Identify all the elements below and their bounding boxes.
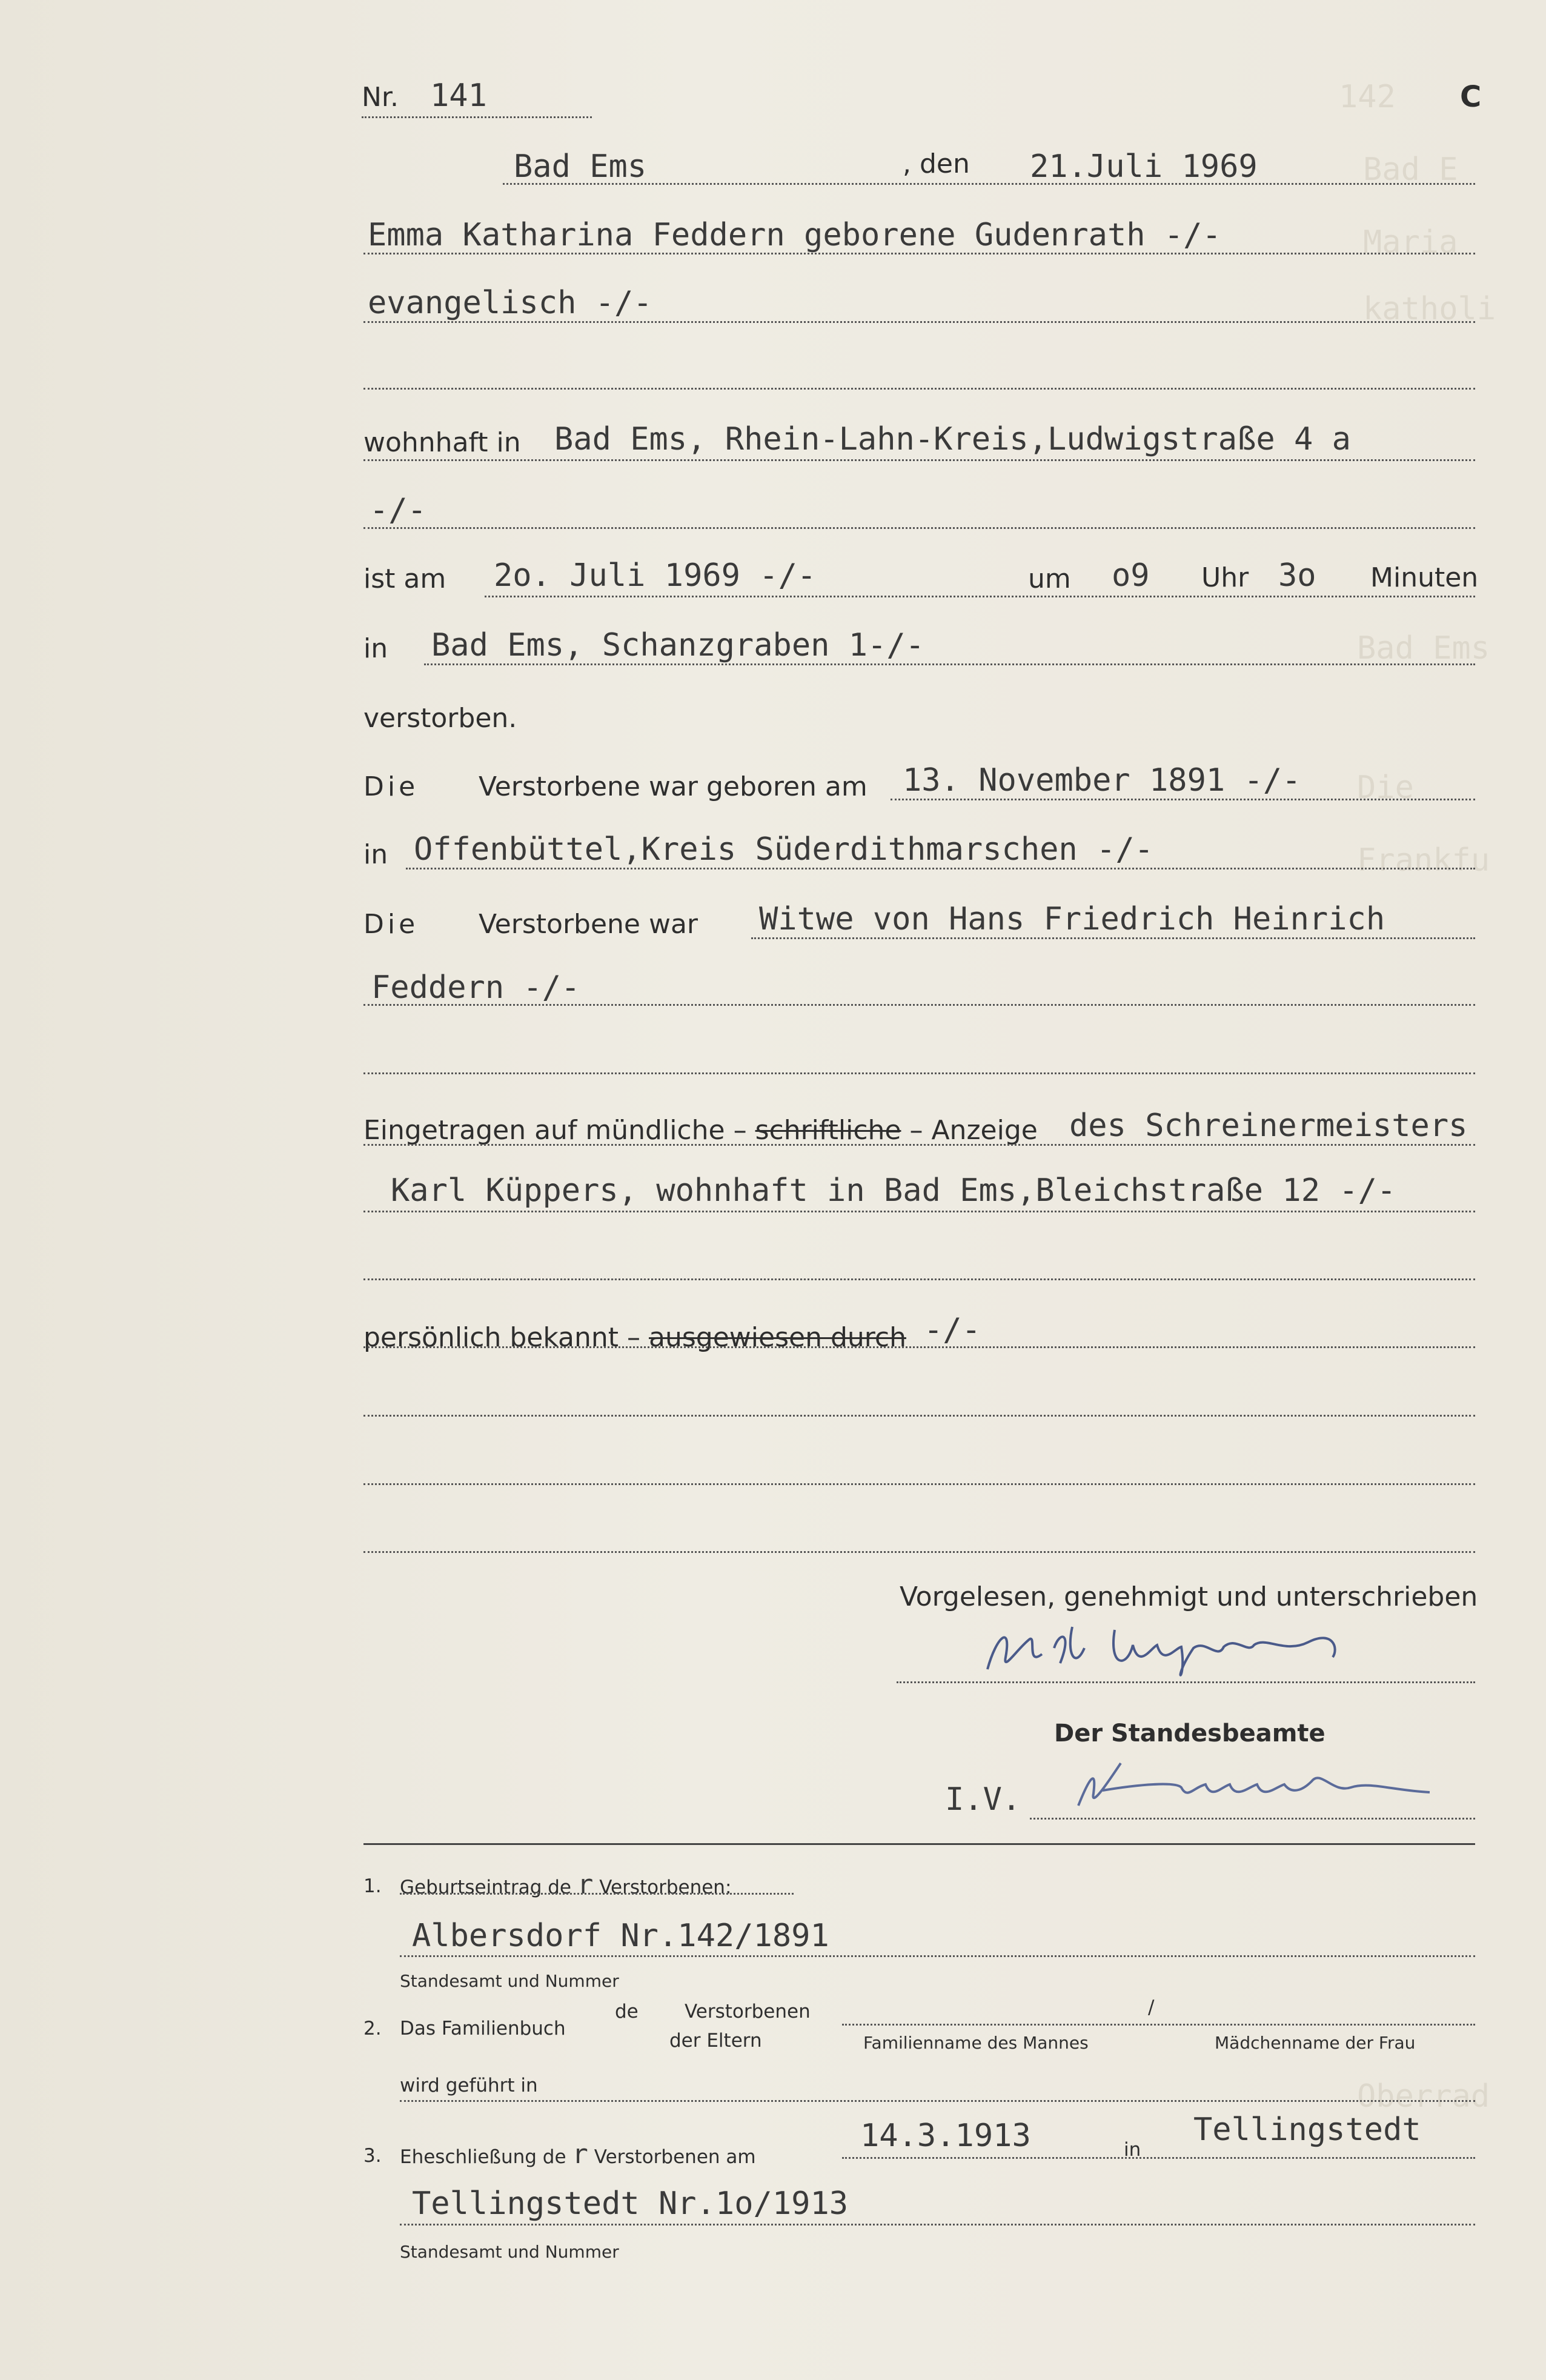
ghost-show-through: Bad Ems: [1357, 630, 1490, 666]
marital-status: Witwe von Hans Friedrich Heinrich: [759, 901, 1385, 937]
rule: [503, 183, 1475, 185]
religion: evangelisch -/-: [368, 285, 652, 321]
birth-entry-value: Albersdorf Nr.142/1891: [412, 1918, 829, 1954]
note2-eltern: der Eltern: [669, 2030, 762, 2052]
note3-in: in: [1124, 2139, 1141, 2161]
rule: [363, 1004, 1475, 1006]
note2-label: Das Familienbuch: [400, 2018, 566, 2039]
rule: [363, 459, 1475, 461]
rule: [363, 1415, 1475, 1417]
rule: [897, 1681, 1475, 1683]
note2-verstorbenen: Verstorbenen: [685, 2001, 811, 2023]
den-label: , den: [903, 148, 970, 179]
rule: [363, 388, 1475, 390]
death-date-label: ist am: [363, 563, 446, 594]
note3-label: [400, 2139, 756, 2170]
note3-label-a: Eheschließung de: [400, 2146, 566, 2168]
um-label: um: [1028, 563, 1071, 594]
ghost-show-through: 142: [1339, 79, 1396, 115]
entry-number: 141: [430, 78, 487, 114]
note1-typed-r: r: [577, 1869, 594, 1900]
rule: [751, 937, 1475, 939]
registry-caption: Standesamt und Nummer: [400, 2242, 619, 2262]
ghost-show-through: Frankfu: [1357, 842, 1490, 879]
rule: [362, 116, 592, 118]
note1-label-a: Geburtseintrag de: [400, 1876, 571, 1898]
note3-label-b: Verstorbenen am: [594, 2146, 756, 2168]
birth-label: Verstorbene war geboren am: [479, 771, 868, 802]
deceased-name: Emma Katharina Feddern geborene Gudenrath -/-: [368, 217, 1221, 253]
rule: [363, 1483, 1475, 1485]
marriage-date: 14.3.1913: [860, 2118, 1031, 2154]
registration-struck-option: schriftliche: [755, 1115, 901, 1146]
registration-label-suffix: – Anzeige: [909, 1115, 1038, 1146]
section-divider: [363, 1843, 1475, 1845]
registry-date: 21.Juli 1969: [1030, 148, 1258, 185]
ghost-show-through: Maria: [1363, 224, 1458, 261]
birth-place-label: in: [363, 839, 388, 870]
identity-struck-option: ausgewiesen durch: [649, 1322, 906, 1353]
registry-place: Bad Ems: [514, 148, 647, 185]
death-place-label: in: [363, 633, 388, 664]
marriage-place: Tellingstedt: [1193, 2112, 1421, 2148]
note1-number: 1.: [363, 1875, 382, 1897]
death-date: 2o. Juli 1969 -/-: [494, 557, 817, 594]
rule: [842, 2157, 1475, 2159]
residence-address: Bad Ems, Rhein-Lahn-Kreis,Ludwigstraße 4 a: [554, 421, 1351, 457]
registrar-signature: [1066, 1757, 1442, 1812]
nr-label: Nr.: [362, 82, 399, 113]
rule: [891, 799, 1475, 800]
status-label: Verstorbene war: [479, 909, 698, 940]
ghost-show-through: Oberrad: [1357, 2078, 1490, 2115]
rule: [363, 1072, 1475, 1074]
informant-signature: [969, 1612, 1369, 1684]
note2-de: de: [615, 2001, 639, 2023]
rule: [363, 1551, 1475, 1553]
registration-label-prefix: Eingetragen auf mündliche –: [363, 1115, 747, 1146]
marital-status-continuation: Feddern -/-: [371, 969, 580, 1006]
rule: [363, 527, 1475, 529]
identity-label-prefix: persönlich bekannt –: [363, 1322, 641, 1353]
residence-label: wohnhaft in: [363, 427, 521, 458]
rule: [400, 2100, 1475, 2102]
rule: [400, 1893, 794, 1895]
rule: [363, 1144, 1475, 1146]
rule: [406, 868, 1475, 869]
note3-typed-r: r: [572, 2139, 588, 2170]
note1-label: [400, 1869, 731, 1900]
death-minutes: 3o: [1278, 557, 1316, 594]
registration-label: [363, 1115, 1038, 1146]
rule: [363, 1278, 1475, 1280]
rule: [363, 253, 1475, 254]
registrar-title: Der Standesbeamte: [1054, 1720, 1325, 1747]
verstorben-label: verstorben.: [363, 703, 517, 734]
birth-date: 13. November 1891 -/-: [903, 762, 1301, 799]
caption-wife-maiden-name: Mädchenname der Frau: [1215, 2033, 1416, 2053]
ghost-show-through: Die: [1357, 770, 1414, 806]
rule: [424, 663, 1475, 665]
iv-label: I.V.: [945, 1781, 1021, 1818]
death-hour: o9: [1112, 557, 1150, 594]
uhr-label: Uhr: [1201, 562, 1249, 593]
rule: [363, 1346, 1475, 1348]
rule: [485, 596, 1475, 597]
die-label: Die: [363, 909, 419, 940]
informant-title: des Schreinermeisters: [1069, 1108, 1468, 1144]
minuten-label: Minuten: [1370, 562, 1479, 593]
rule: [1030, 1818, 1475, 1820]
birth-place: Offenbüttel,Kreis Süderdithmarschen -/-: [414, 831, 1153, 868]
identity-label: [363, 1322, 906, 1353]
rule: [400, 2224, 1475, 2225]
note2-number: 2.: [363, 2018, 382, 2039]
die-label: Die: [363, 771, 419, 802]
note1-label-b: Verstorbenen:: [599, 1876, 732, 1898]
rule: [400, 1955, 1475, 1957]
rule: [363, 1211, 1475, 1212]
informant-details: Karl Küppers, wohnhaft in Bad Ems,Bleichstraße 12 -/-: [391, 1172, 1396, 1209]
residence-continuation: -/-: [370, 492, 426, 528]
marriage-entry-value: Tellingstedt Nr.1o/1913: [412, 2186, 849, 2222]
corner-letter: C: [1460, 80, 1482, 114]
ghost-show-through: katholi: [1363, 291, 1496, 327]
rule: [363, 321, 1475, 323]
registry-caption: Standesamt und Nummer: [400, 1971, 619, 1991]
note2-kept-in-label: wird geführt in: [400, 2075, 538, 2096]
caption-husband-surname: Familienname des Mannes: [863, 2033, 1089, 2053]
rule: [842, 2024, 1475, 2026]
identity-value: -/-: [924, 1312, 981, 1348]
read-approved-label: Vorgelesen, genehmigt und unterschrieben: [900, 1581, 1478, 1612]
ghost-show-through: Bad E: [1363, 151, 1458, 188]
note2-slash: /: [1148, 1996, 1155, 2018]
death-place: Bad Ems, Schanzgraben 1-/-: [431, 627, 924, 663]
note3-number: 3.: [363, 2145, 382, 2167]
